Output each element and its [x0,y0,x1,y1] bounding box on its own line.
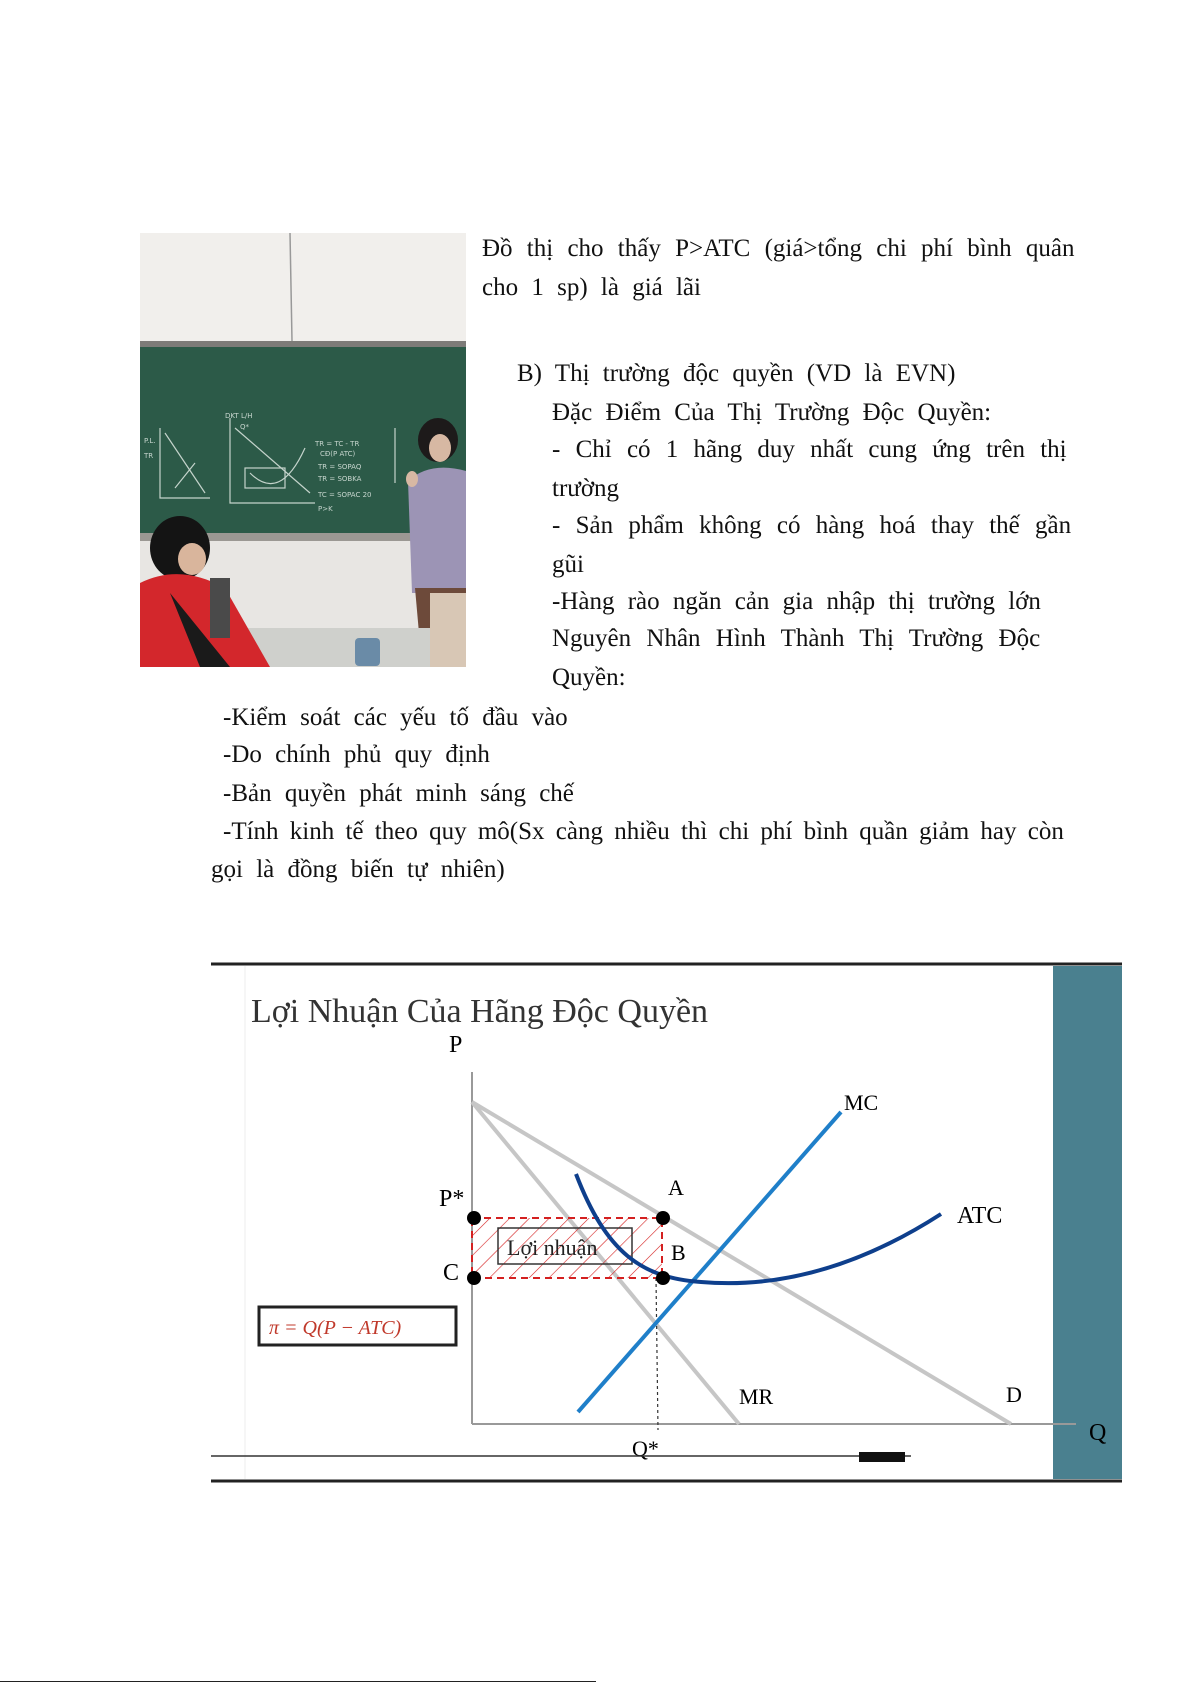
paragraph-line: cho 1 sp) là giá lãi [482,274,701,301]
c-label: C [443,1260,460,1286]
footer-rule [0,1681,596,1682]
d-label: D [1006,1382,1022,1407]
monopoly-profit-figure [211,962,1122,1483]
profit-label: Lợi nhuận [507,1235,598,1260]
point-c [467,1271,481,1285]
point-a [656,1211,670,1225]
causes-title: Quyền: [552,664,626,691]
b-label: B [671,1240,686,1265]
point-pstar [467,1211,481,1225]
board-text-5: TC = SOPAC 20 [318,491,372,499]
point-b [656,1271,670,1285]
slide-progress-bar [859,1452,905,1462]
feature-item: -Hàng rào ngăn cản gia nhập thị trường lớn [552,588,1041,615]
feature-item: - Sản phẩm không có hàng hoá thay thế gần [552,512,1072,539]
atc-label: ATC [957,1203,1003,1229]
paragraph-line: Đồ thị cho thấy P>ATC (giá>tổng chi phí bình quân [482,235,1075,262]
board-text-1: TR = TC - TR [315,440,360,448]
slide-sidebar [1053,966,1122,1479]
p-axis-label: P [449,1032,463,1058]
svg-text:Q*: Q* [240,423,250,431]
board-text-6: P>K [318,505,333,513]
mc-label: MC [844,1090,879,1115]
cause-item: -Kiểm soát các yếu tố đầu vào [223,704,568,731]
svg-text:P.L.: P.L. [144,437,156,445]
cause-item: -Tính kinh tế theo quy mô(Sx càng nhiều thì chi phí bình quần giảm hay còn [223,818,1064,845]
svg-text:DKT L/H: DKT L/H [225,412,253,420]
board-text-4: TR = SOBKA [318,475,362,483]
qstar-label: Q* [632,1436,659,1461]
cause-item: gọi là đồng biến tự nhiên) [211,856,505,883]
classroom-photo [140,233,466,667]
board-text-3: TR = SOPAQ [318,463,362,471]
a-label: A [668,1175,684,1200]
mr-label: MR [739,1384,774,1409]
feature-item: gũi [552,551,584,578]
feature-item: trường [552,475,620,502]
figure-title: Lợi Nhuận Của Hãng Độc Quyền [251,993,709,1030]
board-text-2: CĐ(P ATC) [320,450,356,458]
q-axis-label: Q [1089,1420,1107,1446]
feature-item: - Chỉ có 1 hãng duy nhất cung ứng trên thị [552,436,1067,463]
profit-formula: π = Q(P − ATC) [269,1317,402,1339]
causes-title: Nguyên Nhân Hình Thành Thị Trường Độc [552,625,1041,652]
features-title: Đặc Điểm Của Thị Trường Độc Quyền: [552,399,992,426]
cause-item: -Do chính phủ quy định [223,741,490,768]
svg-text:TR: TR [144,452,154,460]
section-heading: B) Thị trường độc quyền (VD là EVN) [517,360,956,387]
pstar-label: P* [439,1186,465,1212]
cause-item: -Bản quyền phát minh sáng chế [223,780,574,807]
qstar-guide [656,1278,658,1430]
